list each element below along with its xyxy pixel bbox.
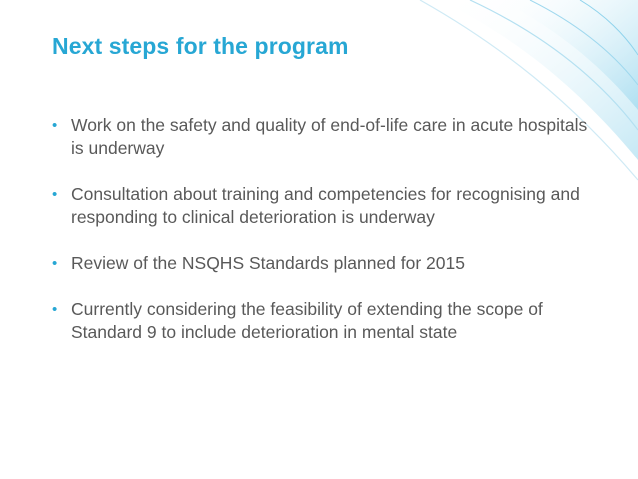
bullet-item-4 [52,298,592,344]
bullet-dot: • [52,117,58,134]
bullet-text: Work on the safety and quality of end-of-life care in acute hospitals is underway [71,115,588,158]
bullet-dot: • [52,301,58,318]
bullet-text: Review of the NSQHS Standards planned for 2015 [71,253,465,273]
bullet-list [52,114,592,367]
bullet-dot: • [52,186,58,203]
bullet-item-3 [52,252,592,275]
bullet-item-1 [52,114,592,160]
bullet-text: Consultation about training and competencies for recognising and responding to clinical deterioration is underway [71,184,580,227]
bullet-dot: • [52,255,58,272]
bullet-item-2 [52,183,592,229]
bullet-text: Currently considering the feasibility of extending the scope of Standard 9 to include deterioration in mental state [71,299,543,342]
slide-title: Next steps for the program [52,33,349,59]
